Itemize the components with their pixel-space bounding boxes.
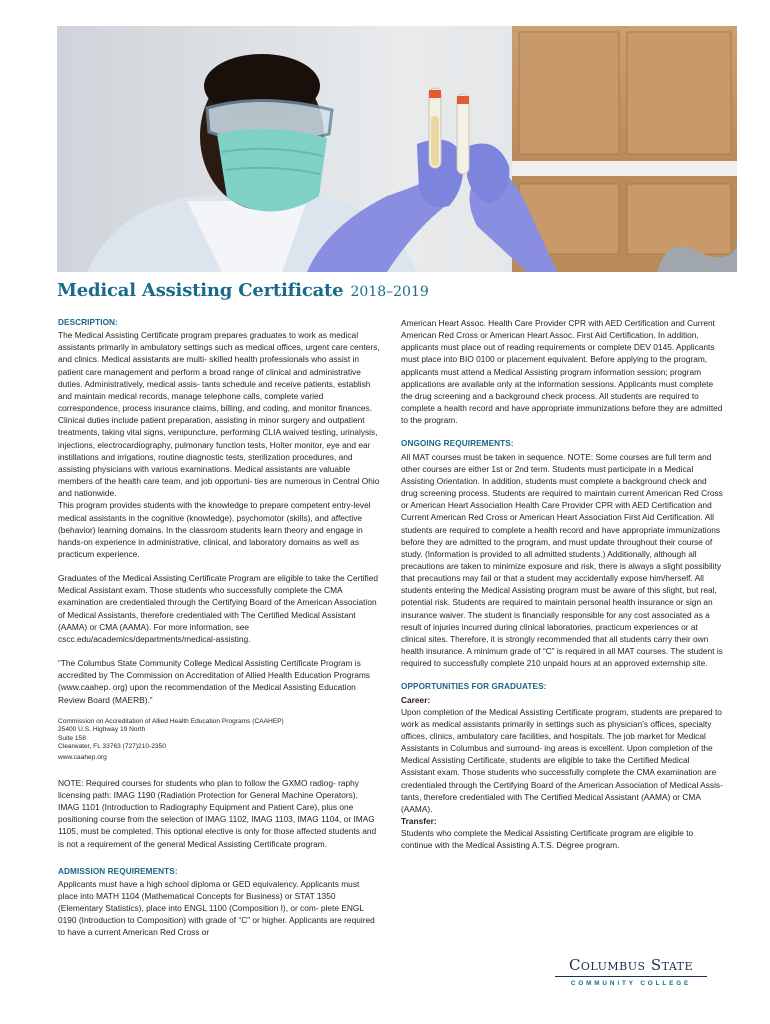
page-title xyxy=(57,280,737,301)
left-column xyxy=(58,317,380,939)
career-paragraph: Upon completion of the Medical Assisting Certificate program, students are prepared to work as medical assistants primarily in settings such as physician’s offices, specialty offices, clinics, ambulatory care facilities, and hospitals. The job market for Medical Assistants in Columbus and surround- ing areas is excellent. Upon completion of the Medical Assisting Certificate, students are eligible to take the Certified Medical Assistant exam. Those students who successfully complete the CMA examination are credentialed through the Certifying Board of the American Association of Medical Assis- tants, therefore credentialed with The Certified Medical Assistant (AAMA) or CMA (AAMA). xyxy=(401,706,723,814)
logo-divider xyxy=(555,976,707,977)
description-heading: DESCRIPTION: xyxy=(58,318,118,327)
hero-photo xyxy=(57,26,737,272)
address-line: 25400 U.S. Highway 19 North xyxy=(58,726,146,734)
right-column xyxy=(401,317,723,852)
admission-paragraph: Applicants must have a high school diploma or GED equivalency. Applicants must place into MATH 1104 (Mathematical Concepts for Business) or STAT 1350 (Elementary Statistics), place into ENGL 1100 (Composition I), or com- plete ENGL 0190 (Introduction to Composition) with grade of “C” or higher. Applicants are required to have a current American Red Cross or xyxy=(58,878,375,938)
title-year: 2018–2019 xyxy=(350,284,429,300)
accreditor-address xyxy=(58,718,380,763)
admission-heading: ADMISSION REQUIREMENTS: xyxy=(58,866,178,876)
title-main: Medical Assisting Certificate xyxy=(57,280,344,301)
career-label: Career: xyxy=(401,694,431,705)
address-line: Suite 158 xyxy=(58,734,86,742)
logo-subtitle: COMMUNITY COLLEGE xyxy=(570,980,692,987)
gxmo-note-paragraph: NOTE: Required courses for students who plan to follow the GXMO radiog- raphy licensing path: IMAG 1190 (Radiation Protection for General Machine Operators), IMAG 1101 (Introduction to Radiography Equipment and Patient Care), plus one positioning course from the selection of IMAG 1102, IMAG 1103, IMAG 1104, or IMAG 1105, must be completed. This optional elective is only for those affected students and is not a requirement of the general Medical Assisting Certificate program. xyxy=(58,777,377,849)
accreditation-paragraph: “The Columbus State Community College Medical Assisting Certificate Program is accredited by The Commission on Accreditation of Allied Health Education Programs (www.caahep. org) upon the recommendation of the Medical Assisting Education Review Board (MAERB).” xyxy=(58,658,370,705)
ongoing-heading: ONGOING REQUIREMENTS: xyxy=(401,439,514,449)
ongoing-paragraph: All MAT courses must be taken in sequence. NOTE: Some courses are full term and other courses are either 1st or 2nd term. Students must participate in a Medical Assisting Orientation. In addition, students must complete a background check and drug screening process. Students are required to maintain current American Red Cross or American Heart Association Health Care Provider CPR with AED Certification and Current American Red Cross or American Heart Association First Aid Certification. All students are required to complete a health record and have appropriate immunizations before they are admitted to the program, and must update throughout their course of study. (Information is provided to all admitted students.) Additionally, although all precautions are taken to minimize exposure and risk, there is always a slight possibility that precautions may fail or that a student may accidentally expose him/herself. All students entering the Medical Assisting program must be aware of this slight, but real, potential risk. Students are required to maintain personal health insurance or sign an insurance waiver. The student is financially responsible for any cost associated as a result of injuries incurred during clinical laboratories, practicum experiences or at clinical sites. Therefore, it is strongly recommended that all students carry their own health insurance. A minimum grade of “C” is required in all MAT courses. The student is required to successfully complete 210 unpaid hours at an approved externship site. xyxy=(401,451,723,669)
logo-name: Columbus State xyxy=(568,956,694,974)
admission-paragraph-continued: American Heart Assoc. Health Care Provider CPR with AED Certification and Current American Red Cross or American Heart Assoc. First Aid Certification. In addition, applicants must place out of reading requirements or complete DEV 0145. Applicants must place into BIO 0100 or placement equivalent. Before applying to the program, applicants must attend a Medical Assisting program information session; program applications are available only at the information sessions. Applicants must complete the drug screening and a background check process. All students are required to complete a health record and have appropriate immunizations before they are admitted to the program. xyxy=(401,318,723,426)
address-line: Commission on Accreditation of Allied Health Education Programs (CAAHEP) xyxy=(58,717,284,725)
graduates-paragraph: Graduates of the Medical Assisting Certificate Program are eligible to take the Certified Medical Assistant exam. Those students who successfully complete the CMA examination are credentialed through the Certifying Board of the American Association of Medical Assistants, therefore credentialed with The Certified Medical Assistant (AAMA) or CMA (AAMA). For more information, see cscc.edu/academics/departments/medical-assisting. xyxy=(58,573,378,644)
description-paragraph-1: The Medical Assisting Certificate program prepares graduates to work as medical assistants primarily in ambulatory settings such as medical offices, urgent care centers, and clinics. Medical assistants are multi- skilled health professionals who assist in patient care management and perform a broad range of clinical and administrative duties. Administratively, medical assis- tants schedule and receive patients, establish and maintain medical records, manage telephone calls, complete varied correspondence, process insurance claims, billing, and coding, and monitor finances. Clinical duties include patient preparation, assisting in minor surgery and outpatient treatments, taking vital signs, venipuncture, performing CLIA waived testing, urinalysis, injections, electrocardiography, pulmonary function tests, Holter monitor, eye and ear instillations and irrigations, routine diagnostic tests, sterilization procedures, and assisting physicians with various examinations. Medical assistants are valuable members of the health care team, and job opportuni- ties are numerous in Central Ohio and nationwide. xyxy=(58,330,380,499)
transfer-paragraph: Students who complete the Medical Assisting Certificate program are eligible to continue with the Medical Assisting A.T.S. Degree program. xyxy=(401,828,694,851)
columbus-state-logo xyxy=(555,956,707,987)
lab-technician-illustration xyxy=(57,26,737,272)
accreditor-website-link[interactable]: www.caahep.org xyxy=(58,754,107,762)
opportunities-heading: OPPORTUNITIES FOR GRADUATES: xyxy=(401,682,547,692)
address-line: Clearwater, FL 33763 (727)210-2350 xyxy=(58,742,166,750)
transfer-label: Transfer: xyxy=(401,816,437,827)
description-paragraph-2: This program provides students with the knowledge to prepare competent entry-level medical assistants in the cognitive (knowledge), psychomotor (skills), and affective (behavior) learning domains. In the classroom students learn theory and engage in hands-on experience in administrative, clinical, and laboratory domains as well as practicum experience. xyxy=(58,500,371,559)
